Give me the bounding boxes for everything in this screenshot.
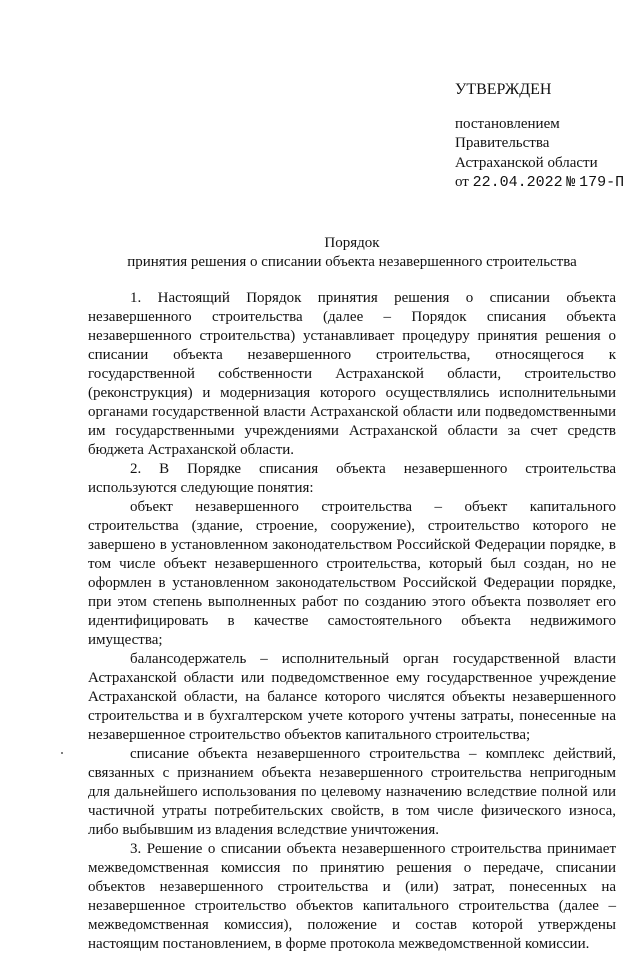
paragraph-1: 1. Настоящий Порядок принятия решения о списании объекта незавершенного строительства (далее – Порядок списания объекта незавершенного строительства) устанавливает процедуру принятия решения о списании объекта незавершенного строительства, относящегося к государственной собственности Астраханской области, строительство (реконструкция) и модернизация которого осуществлялись исполнительными органами государственной власти Астраханской области или подведомственными им государственными учреждениями Астраханской области за счет средств бюджета Астраханской области. xyxy=(88,290,616,458)
scan-mark xyxy=(61,752,63,754)
approval-line-3: Астраханской области xyxy=(455,154,598,171)
number-sign: № xyxy=(566,174,576,191)
approval-date-line xyxy=(455,173,635,193)
title-main: Порядок xyxy=(324,235,380,251)
approval-heading: УТВЕРЖДЕН xyxy=(455,81,552,98)
paragraph-definition-holder: балансодержатель – исполнительный орган государственной власти Астраханской области или подведомственное ему государственное учреждение Астраханской области, на балансе которого числятся объекты незавершенного строительства и в бухгалтерском учете которого учтены затраты, понесенные на незавершенное строительство объектов капитального строительства; xyxy=(88,651,616,743)
approval-stamp xyxy=(455,80,635,193)
paragraph-definition-object: объект незавершенного строительства – объект капитального строительства (здание, строение, сооружение), строительство которого не завершено в установленном законодательством Российской Федерации порядке, в том числе объект незавершенного строительства, который был создан, но не оформлен в установленном законодательством Российской Федерации порядке, при этом степень выполненных работ по созданию этого объекта позволяет его идентифицировать в качестве самостоятельного объекта недвижимого имущества; xyxy=(88,499,616,648)
approval-number: 179-П xyxy=(579,174,625,191)
paragraph-3: 3. Решение о списании объекта незавершенного строительства принимает межведомственная комиссия по принятию решения о передаче, списании объектов незавершенного строительства и (или) затрат, понесенных на незавершенное строительство объектов капитального строительства (далее – межведомственная комиссия), положение и состав которой утверждены настоящим постановлением, в форме протокола межведомственной комиссии. xyxy=(88,841,616,952)
title-subtitle: принятия решения о списании объекта незавершенного строительства xyxy=(127,254,577,270)
paragraph-definition-writeoff: списание объекта незавершенного строительства – комплекс действий, связанных с признанием объекта незавершенного строительства непригодным для дальнейшего использования по целевому назначению вследствие полной или частичной утраты потребительских свойств, в том числе физического износа, либо выбывшим из владения вследствие уничтожения. xyxy=(88,746,616,838)
approval-line-1: постановлением xyxy=(455,115,560,132)
document-title xyxy=(88,234,616,272)
date-prefix: от xyxy=(455,174,469,190)
approval-date: 22.04.2022 xyxy=(472,174,563,191)
document-body xyxy=(88,289,616,954)
approval-line-2: Правительства xyxy=(455,135,550,151)
paragraph-2: 2. В Порядке списания объекта незавершенного строительства используются следующие понятия: xyxy=(88,461,616,496)
